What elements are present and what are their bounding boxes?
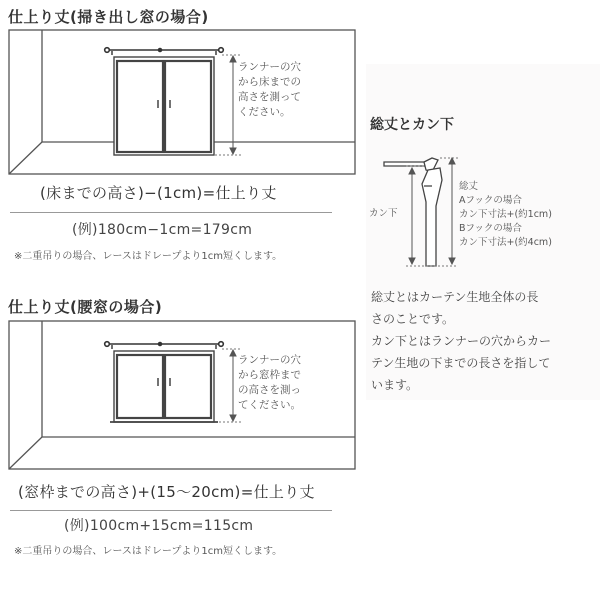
kan-label: カン下 — [369, 208, 398, 219]
sliding-window — [114, 57, 214, 155]
section1-note: ※二重吊りの場合、レースはドレープより1cm短くします。 — [14, 251, 283, 262]
section1-title: 仕上り丈(掃き出し窓の場合) — [8, 8, 209, 26]
curtain-fabric — [422, 168, 442, 266]
section2-callout: ランナーの穴 から窓枠まで の高さを測っ てください。 — [238, 354, 301, 411]
measure-arrow — [230, 56, 236, 154]
curtain-rail — [105, 342, 224, 349]
waist-window — [110, 351, 218, 422]
section2-formula: (窓枠までの高さ)+(15〜20cm)=仕上り丈 — [18, 483, 315, 501]
section1-divider — [10, 212, 332, 213]
sou-label: 総丈 Aフックの場合 カン下寸法+(約1cm) Bフックの場合 カン下寸法+(約4cm) — [459, 181, 552, 248]
measure-arrow — [230, 350, 236, 421]
section1-example: (例)180cm−1cm=179cm — [72, 222, 253, 238]
curtain-rail — [105, 48, 224, 55]
section1-formula: (床までの高さ)−(1cm)=仕上り丈 — [40, 184, 277, 202]
section1-callout: ランナーの穴 から床までの 高さを測って ください。 — [238, 61, 301, 118]
side-title: 総丈とカン下 — [370, 117, 454, 133]
side-description: 総丈とはカーテン生地全体の長 さのことです。 カン下とはランナーの穴からカー テン生地の下までの長さを指して います。 — [371, 290, 552, 392]
sou-arrow — [449, 158, 455, 264]
section2-divider — [10, 510, 332, 511]
section2-example: (例)100cm+15cm=115cm — [64, 518, 254, 534]
section2-note: ※二重吊りの場合、レースはドレープより1cm短くします。 — [14, 546, 283, 557]
kan-arrow — [409, 168, 415, 264]
section2-title: 仕上り丈(腰窓の場合) — [8, 298, 163, 316]
